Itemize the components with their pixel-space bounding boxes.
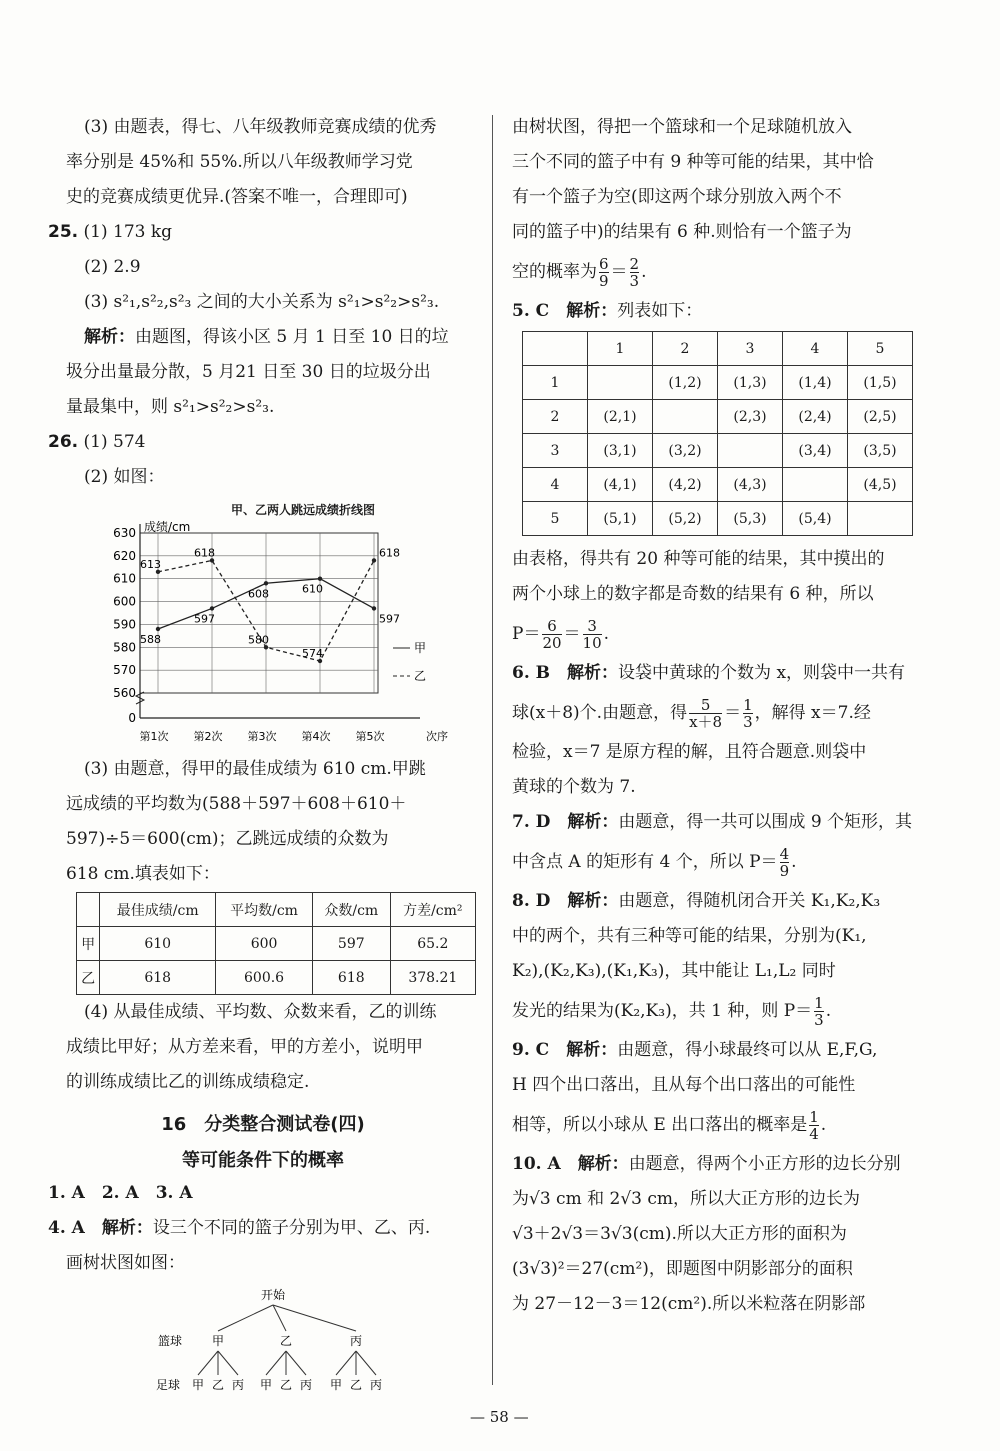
q6-line3: 检验，x＝7 是原方程的解，且符合题意.则袋中: [512, 742, 867, 762]
stat-row-jia: [77, 927, 476, 961]
tree-node-level2: 丙: [231, 1378, 245, 1392]
tree-branch: [273, 1305, 356, 1331]
chart-xtick-label: 第3次: [247, 730, 277, 743]
chart-xlabel: 次序: [426, 730, 448, 743]
chart-legend-label: 乙: [414, 669, 427, 683]
chart-ytick-label: 580: [113, 640, 136, 655]
equals-sign: ＝: [610, 262, 628, 282]
frac-num: 1: [809, 1108, 819, 1126]
q8-head: 8. D: [512, 891, 551, 911]
outcome-cell: [523, 332, 588, 366]
outcome-table: [522, 331, 913, 536]
fraction: [599, 256, 609, 289]
chart-point: [156, 627, 160, 631]
q5-head: 5. C: [512, 301, 550, 321]
frac-num: 2: [629, 255, 640, 273]
q10-line1: [512, 1147, 952, 1182]
q10-line2: 为√3 cm 和 2√3 cm，所以大正方形的边长为: [512, 1189, 861, 1209]
outcome-cell: [848, 502, 913, 536]
q26-part3-line3: 597)÷5＝600(cm)；乙跳远成绩的众数为: [66, 829, 389, 849]
outcome-cell: 2: [523, 400, 588, 434]
q5-text: 列表如下：: [617, 301, 703, 321]
q10-jiexi-label: 解析：: [577, 1154, 629, 1174]
stat-table-header: [77, 893, 476, 927]
period: .: [791, 852, 797, 872]
tree-branch: [336, 1351, 356, 1375]
q6-line1: [512, 656, 952, 691]
outcome-cell: (4,2): [653, 468, 718, 502]
q4-cont-line5: [512, 250, 952, 294]
q1-3-answers: 1. A 2. A 3. A: [48, 1183, 193, 1203]
period: .: [641, 262, 647, 282]
fraction: [743, 697, 753, 730]
chart-ytick-label: 600: [113, 594, 136, 609]
chart-xtick-label: 第5次: [355, 730, 385, 743]
outcome-cell: (4,1): [588, 468, 653, 502]
chart-data-label: 608: [248, 587, 269, 601]
stat-cell: 610: [100, 927, 216, 961]
q6-jiexi-label: 解析：: [567, 663, 619, 683]
chart-data-label: 574: [302, 647, 323, 660]
chart-point: [372, 606, 376, 610]
outcome-cell: [783, 468, 848, 502]
q4-cont-line2: 三个不同的篮子中有 9 种等可能的结果，其中恰: [512, 152, 874, 172]
outcome-cell: (2,1): [588, 400, 653, 434]
tree-branch: [266, 1351, 286, 1375]
tree-level1-caption: 篮球: [158, 1334, 183, 1348]
q10-text1: 由题意，得两个小正方形的边长分别: [628, 1154, 901, 1174]
q26-part3-line1: (3) 由题意，得甲的最佳成绩为 610 cm.甲跳: [84, 759, 426, 779]
outcome-cell: (5,4): [783, 502, 848, 536]
q4-head: 4. A: [48, 1218, 85, 1238]
section-subtitle: 等可能条件下的概率: [182, 1150, 344, 1171]
outcome-cell: 3: [523, 434, 588, 468]
tree-node-level2: 甲: [329, 1378, 343, 1392]
outcome-row: [523, 332, 913, 366]
tree-branch: [286, 1351, 306, 1375]
tree-node-level2: 丙: [369, 1378, 383, 1392]
q7-jiexi-label: 解析：: [567, 812, 619, 832]
frac-den: 9: [599, 272, 609, 290]
equals-sign: ＝: [724, 703, 742, 723]
outcome-cell: (4,3): [718, 468, 783, 502]
line-chart: [48, 518, 478, 748]
chart-ytick-label: 560: [113, 686, 136, 700]
q25-jiexi-text1: 由题图，得该小区 5 月 1 日至 10 日的垃: [135, 327, 449, 347]
outcome-cell: [718, 434, 783, 468]
outcome-cell: (3,5): [848, 434, 913, 468]
q26-answer1: (1) 574: [83, 432, 146, 452]
q25-part3: (3) s²₁,s²₂,s²₃ 之间的大小关系为 s²₁>s²₂>s²₃.: [84, 292, 440, 312]
outcome-cell: 1: [588, 332, 653, 366]
q4-cont-line3: 有一个篮子为空(即这两个球分别放入两个不: [512, 187, 842, 207]
tree-branch: [218, 1305, 273, 1331]
outcome-cell: (4,5): [848, 468, 913, 502]
q6-head: 6. B: [512, 663, 551, 683]
outcome-cell: 4: [783, 332, 848, 366]
frac-den: 10: [582, 634, 602, 652]
tree-level2-caption: 足球: [156, 1378, 181, 1392]
stat-table: [76, 892, 476, 995]
page-number: — 58 —: [470, 1408, 529, 1426]
outcome-cell: 5: [523, 502, 588, 536]
tree-node-level2: 甲: [259, 1378, 273, 1392]
tree-node-level2: 乙: [349, 1378, 363, 1392]
q25-jiexi-line1: [48, 320, 478, 355]
outcome-cell: (5,2): [653, 502, 718, 536]
outcome-cell: (5,1): [588, 502, 653, 536]
q4-line1: [48, 1211, 478, 1246]
chart-point: [264, 581, 268, 585]
tree-branch: [198, 1351, 218, 1375]
tree-node-level2: 乙: [279, 1378, 293, 1392]
q24-part3-line2: 率分别是 45%和 55%.所以八年级教师学习党: [66, 152, 413, 172]
q8-line2: 中的两个，共有三种等可能的结果，分别为(K₁,: [512, 926, 867, 946]
fraction: [542, 618, 561, 651]
frac-num: 1: [743, 696, 753, 714]
q9-line1: [512, 1033, 952, 1068]
chart-data-label: 618: [194, 546, 215, 560]
chart-point: [372, 558, 376, 562]
q5-after-line2: 两个小球上的数字都是奇数的结果有 6 种，所以: [512, 584, 874, 604]
tree-node-level2: 丙: [299, 1378, 313, 1392]
q26-part4-line2: 成绩比甲好；从方差来看，甲的方差小，说明甲: [66, 1037, 423, 1057]
outcome-row: [523, 502, 913, 536]
q26-part3-line2: 远成绩的平均数为(588＋597＋608＋610＋: [66, 794, 407, 814]
q25-number: 25.: [48, 222, 79, 242]
stat-cell: 378.21: [390, 961, 475, 995]
chart-ytick-label: 630: [113, 526, 136, 540]
q9-head: 9. C: [512, 1040, 550, 1060]
chart-data-label: 618: [379, 546, 400, 560]
q9-line2: H 四个出口落出，且从每个出口落出的可能性: [512, 1075, 856, 1095]
chart-ytick-label: 610: [113, 571, 136, 586]
q6-text2a: 球(x＋8)个.由题意，得: [512, 703, 688, 723]
stat-cell: 甲: [77, 927, 100, 961]
q4-prob-text: 空的概率为: [512, 262, 597, 282]
frac-den: 4: [809, 1125, 819, 1143]
frac-num: 4: [779, 845, 790, 863]
outcome-cell: 3: [718, 332, 783, 366]
tree-node-level1: 乙: [279, 1334, 293, 1348]
tree-node-level2: 甲: [191, 1378, 205, 1392]
q25-answer1: (1) 173 kg: [83, 222, 173, 242]
fraction: [780, 846, 790, 879]
tree-diagram: [48, 1281, 478, 1401]
q26-number: 26.: [48, 432, 79, 452]
frac-den: 3: [814, 1011, 824, 1029]
chart-frame: [140, 533, 378, 693]
tree-root-label: 开始: [260, 1288, 286, 1302]
p-eq: P＝: [512, 624, 541, 644]
stat-cell: 600.6: [216, 961, 313, 995]
q9-jiexi-label: 解析：: [566, 1040, 618, 1060]
stat-cell: 618: [312, 961, 390, 995]
outcome-cell: (3,4): [783, 434, 848, 468]
outcome-cell: 5: [848, 332, 913, 366]
q5-jiexi-label: 解析：: [566, 301, 618, 321]
chart-data-label: 613: [140, 557, 161, 571]
q5-line: [512, 294, 952, 329]
q4-cont-line1: 由树状图，得把一个篮球和一个足球随机放入: [512, 117, 852, 137]
chart-ytick-label: 590: [113, 617, 136, 632]
q4-text1: 设三个不同的篮子分别为甲、乙、丙.: [152, 1218, 431, 1238]
chart-point: [210, 606, 214, 610]
outcome-cell: 1: [523, 366, 588, 400]
column-divider: [492, 115, 493, 1385]
q10-line4: (3√3)²＝27(cm²)，即题图中阴影部分的面积: [512, 1259, 853, 1279]
stat-cell: 65.2: [390, 927, 475, 961]
frac-den: 20: [542, 634, 562, 652]
outcome-cell: [588, 366, 653, 400]
q7-text1: 由题意，得一共可以围成 9 个矩形，其: [618, 812, 913, 832]
tree-node-level1: 甲: [211, 1334, 225, 1348]
stat-header-cell: 方差/cm²: [390, 893, 475, 927]
q25-jiexi-line3: 量最集中，则 s²₁>s²₂>s²₃.: [66, 397, 275, 417]
q8-jiexi-label: 解析：: [567, 891, 619, 911]
chart-xtick-label: 第4次: [301, 730, 331, 743]
chart-axis-break: [136, 692, 144, 704]
q8-line1: [512, 884, 952, 919]
right-column: [512, 110, 952, 1322]
equals-sign: ＝: [563, 624, 581, 644]
stat-cell: 600: [216, 927, 313, 961]
chart-data-label: 588: [140, 633, 161, 646]
frac-den: 9: [779, 862, 790, 880]
fraction: [630, 256, 640, 289]
section-title: 16 分类整合测试卷(四): [161, 1114, 365, 1135]
q25-part2: (2) 2.9: [84, 257, 141, 277]
q26-part2: (2) 如图：: [84, 467, 165, 487]
outcome-row: [523, 366, 913, 400]
outcome-cell: (3,1): [588, 434, 653, 468]
q7-head: 7. D: [512, 812, 551, 832]
q4-jiexi-label: 解析：: [101, 1218, 153, 1238]
fraction: [689, 697, 722, 730]
fraction: [814, 995, 824, 1028]
q24-part3-line1: (3) 由题表，得七、八年级教师竞赛成绩的优秀: [84, 117, 437, 137]
q6-line4: 黄球的个数为 7.: [512, 777, 636, 797]
q9-text3: 相等，所以小球从 E 出口落出的概率是: [512, 1115, 808, 1135]
chart-xtick-label: 第2次: [193, 730, 223, 743]
outcome-cell: (3,2): [653, 434, 718, 468]
outcome-cell: (1,5): [848, 366, 913, 400]
chart-legend-label: 甲: [414, 641, 427, 655]
frac-den: x＋8: [689, 713, 723, 731]
left-column: [48, 110, 478, 1405]
q8-text4: 发光的结果为(K₂,K₃)，共 1 种，则 P＝: [512, 1001, 813, 1021]
q10-line3: √3＋2√3＝3√3(cm).所以大正方形的面积为: [512, 1224, 847, 1244]
period: .: [820, 1115, 827, 1135]
chart-data-label: 597: [194, 612, 215, 626]
q9-line3: [512, 1103, 952, 1147]
chart-title: 甲、乙两人跳远成绩折线图: [230, 503, 375, 517]
outcome-row: [523, 400, 913, 434]
outcome-cell: (1,4): [783, 366, 848, 400]
frac-num: 1: [814, 994, 824, 1012]
q26-part3-line4: 618 cm.填表如下：: [66, 864, 220, 884]
stat-cell: 乙: [77, 961, 100, 995]
stat-header-cell: 众数/cm: [312, 893, 390, 927]
stat-cell: 618: [100, 961, 216, 995]
outcome-cell: (2,4): [783, 400, 848, 434]
period: .: [603, 624, 610, 644]
chart-ytick-label: 0: [128, 711, 136, 725]
outcome-row: [523, 468, 913, 502]
outcome-cell: 2: [653, 332, 718, 366]
outcome-cell: [653, 400, 718, 434]
chart-ytick-label: 570: [113, 663, 136, 678]
stat-header-cell: 最佳成绩/cm: [100, 893, 216, 927]
chart-point: [318, 577, 322, 581]
frac-num: 3: [587, 617, 597, 635]
outcome-row: [523, 434, 913, 468]
q26-part1: [48, 425, 478, 460]
fraction: [583, 618, 602, 651]
chart-ylabel: 成绩/cm: [144, 520, 191, 534]
chart-ytick-label: 620: [113, 548, 136, 563]
stat-row-yi: [77, 961, 476, 995]
frac-num: 6: [599, 255, 609, 273]
outcome-cell: (5,3): [718, 502, 783, 536]
q5-after-line1: 由表格，得共有 20 种等可能的结果，其中摸出的: [512, 549, 885, 569]
fraction: [809, 1109, 819, 1142]
period: .: [825, 1001, 832, 1021]
q25-part1: [48, 215, 478, 250]
q9-text1: 由题意，得小球最终可以从 E,F,G,: [617, 1040, 878, 1060]
q8-line3: K₂),(K₂,K₃),(K₁,K₃)，其中能让 L₁,L₂ 同时: [512, 961, 836, 981]
frac-den: 3: [743, 713, 753, 731]
tree-branch: [356, 1351, 376, 1375]
q24-part3-line3: 史的竞赛成绩更优异.(答案不唯一，合理即可): [66, 187, 408, 207]
stat-header-cell: 平均数/cm: [216, 893, 313, 927]
q26-part4-line1: (4) 从最佳成绩、平均数、众数来看，乙的训练: [84, 1002, 437, 1022]
q8-line4: [512, 989, 952, 1033]
q6-line2: [512, 691, 952, 735]
q25-jiexi-line2: 圾分出量最分散，5 月21 日至 30 日的垃圾分出: [66, 362, 431, 382]
stat-cell: 597: [312, 927, 390, 961]
chart-data-label: 610: [302, 582, 323, 596]
q5-p-line: [512, 612, 952, 656]
outcome-cell: (2,3): [718, 400, 783, 434]
q7-text2: 中含点 A 的矩形有 4 个，所以 P＝: [512, 852, 778, 872]
tree-node-level2: 乙: [211, 1378, 225, 1392]
q10-line5: 为 27－12－3＝12(cm²).所以米粒落在阴影部: [512, 1294, 866, 1314]
frac-num: 5: [700, 696, 711, 714]
q8-text1: 由题意，得随机闭合开关 K₁,K₂,K₃: [618, 891, 881, 911]
frac-num: 6: [547, 617, 557, 635]
q7-line1: [512, 805, 952, 840]
frac-den: 3: [629, 272, 640, 290]
chart-data-label: 580: [248, 633, 269, 647]
outcome-cell: 4: [523, 468, 588, 502]
outcome-cell: (1,2): [653, 366, 718, 400]
stat-header-cell: [77, 893, 100, 927]
q26-part4-line3: 的训练成绩比乙的训练成绩稳定.: [66, 1072, 310, 1092]
outcome-cell: (2,5): [848, 400, 913, 434]
q25-jiexi-label: 解析：: [84, 327, 135, 347]
q6-text2c: ，解得 x＝7.经: [754, 703, 871, 723]
outcome-cell: (1,3): [718, 366, 783, 400]
q4-line2: 画树状图如图：: [66, 1253, 185, 1273]
q4-cont-line4: 同的篮子中)的结果有 6 种.则恰有一个篮子为: [512, 222, 852, 242]
chart-xtick-label: 第1次: [139, 730, 169, 743]
q6-text1: 设袋中黄球的个数为 x，则袋中一共有: [618, 663, 906, 683]
tree-branch: [218, 1351, 238, 1375]
tree-node-level1: 丙: [349, 1334, 363, 1348]
q7-line2: [512, 840, 952, 884]
q10-head: 10. A: [512, 1154, 561, 1174]
chart-data-label: 597: [379, 612, 400, 626]
